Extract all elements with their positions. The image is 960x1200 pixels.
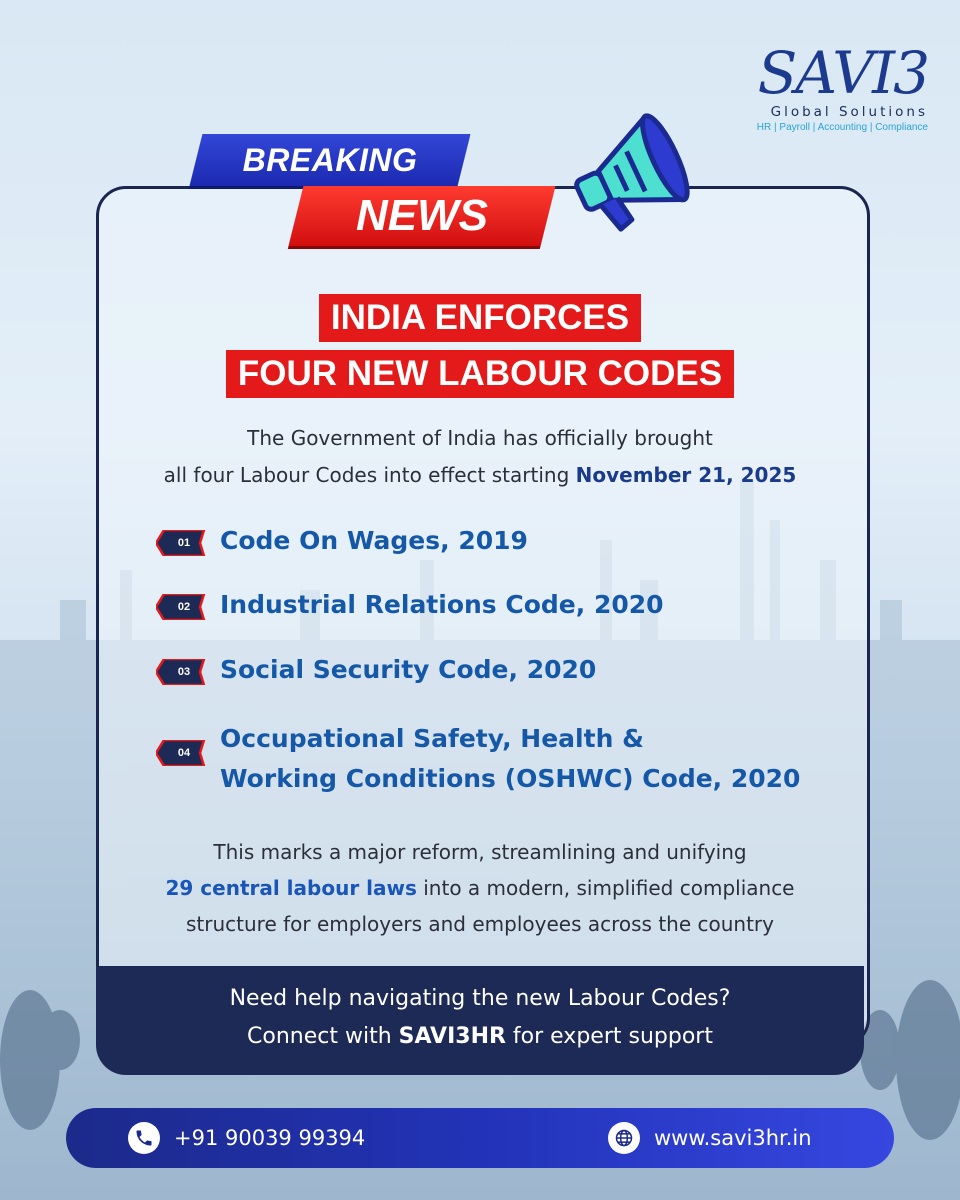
- number-badge: 03: [156, 659, 206, 685]
- contact-bar: [66, 1108, 894, 1168]
- website-url: www.savi3hr.in: [654, 1126, 812, 1150]
- code-title-line-1: Occupational Safety, Health &: [220, 724, 644, 753]
- help-brand: SAVI3HR: [398, 1024, 506, 1049]
- outro-line-2: 29 central labour laws into a modern, simplified compliance: [165, 876, 795, 900]
- help-text: [0, 980, 960, 1056]
- intro-line-1: The Government of India has officially brought: [247, 426, 713, 450]
- phone-link[interactable]: [128, 1108, 365, 1168]
- number-badge: 02: [156, 594, 206, 620]
- outro-line-1: This marks a major reform, streamlining and unifying: [213, 840, 747, 864]
- help-line-1: Need help navigating the new Labour Codes?: [229, 986, 731, 1011]
- brand-logo: [728, 39, 928, 133]
- logo-mark: SAVI3: [757, 39, 928, 107]
- headline-line-1: INDIA ENFORCES: [0, 294, 960, 342]
- intro-text: [0, 420, 960, 494]
- help-line-2: Connect with SAVI3HR for expert support: [247, 1024, 713, 1049]
- code-title-line-2: Working Conditions (OSHWC) Code, 2020: [220, 764, 801, 793]
- globe-icon: [608, 1122, 640, 1154]
- website-link[interactable]: [608, 1108, 812, 1168]
- effective-date: November 21, 2025: [575, 463, 797, 487]
- logo-company: Global Solutions: [770, 104, 928, 120]
- news-label: NEWS: [289, 186, 556, 246]
- headline-line-2: FOUR NEW LABOUR CODES: [0, 350, 960, 398]
- phone-number: +91 90039 99394: [174, 1126, 366, 1150]
- logo-tagline: HR | Payroll | Accounting | Compliance: [756, 122, 928, 133]
- outro-text: [0, 834, 960, 942]
- laws-highlight: 29 central labour laws: [165, 876, 417, 900]
- phone-icon: [128, 1122, 160, 1154]
- code-title: Social Security Code, 2020: [220, 655, 597, 684]
- outro-line-3: structure for employers and employees across the country: [185, 912, 774, 936]
- code-title: Industrial Relations Code, 2020: [220, 590, 664, 619]
- number-badge: 01: [156, 530, 206, 556]
- megaphone-icon: [560, 108, 700, 238]
- code-title: Code On Wages, 2019: [220, 526, 528, 555]
- breaking-label: BREAKING: [190, 134, 471, 186]
- number-badge: 04: [156, 740, 206, 766]
- intro-line-2: all four Labour Codes into effect starting November 21, 2025: [163, 463, 797, 487]
